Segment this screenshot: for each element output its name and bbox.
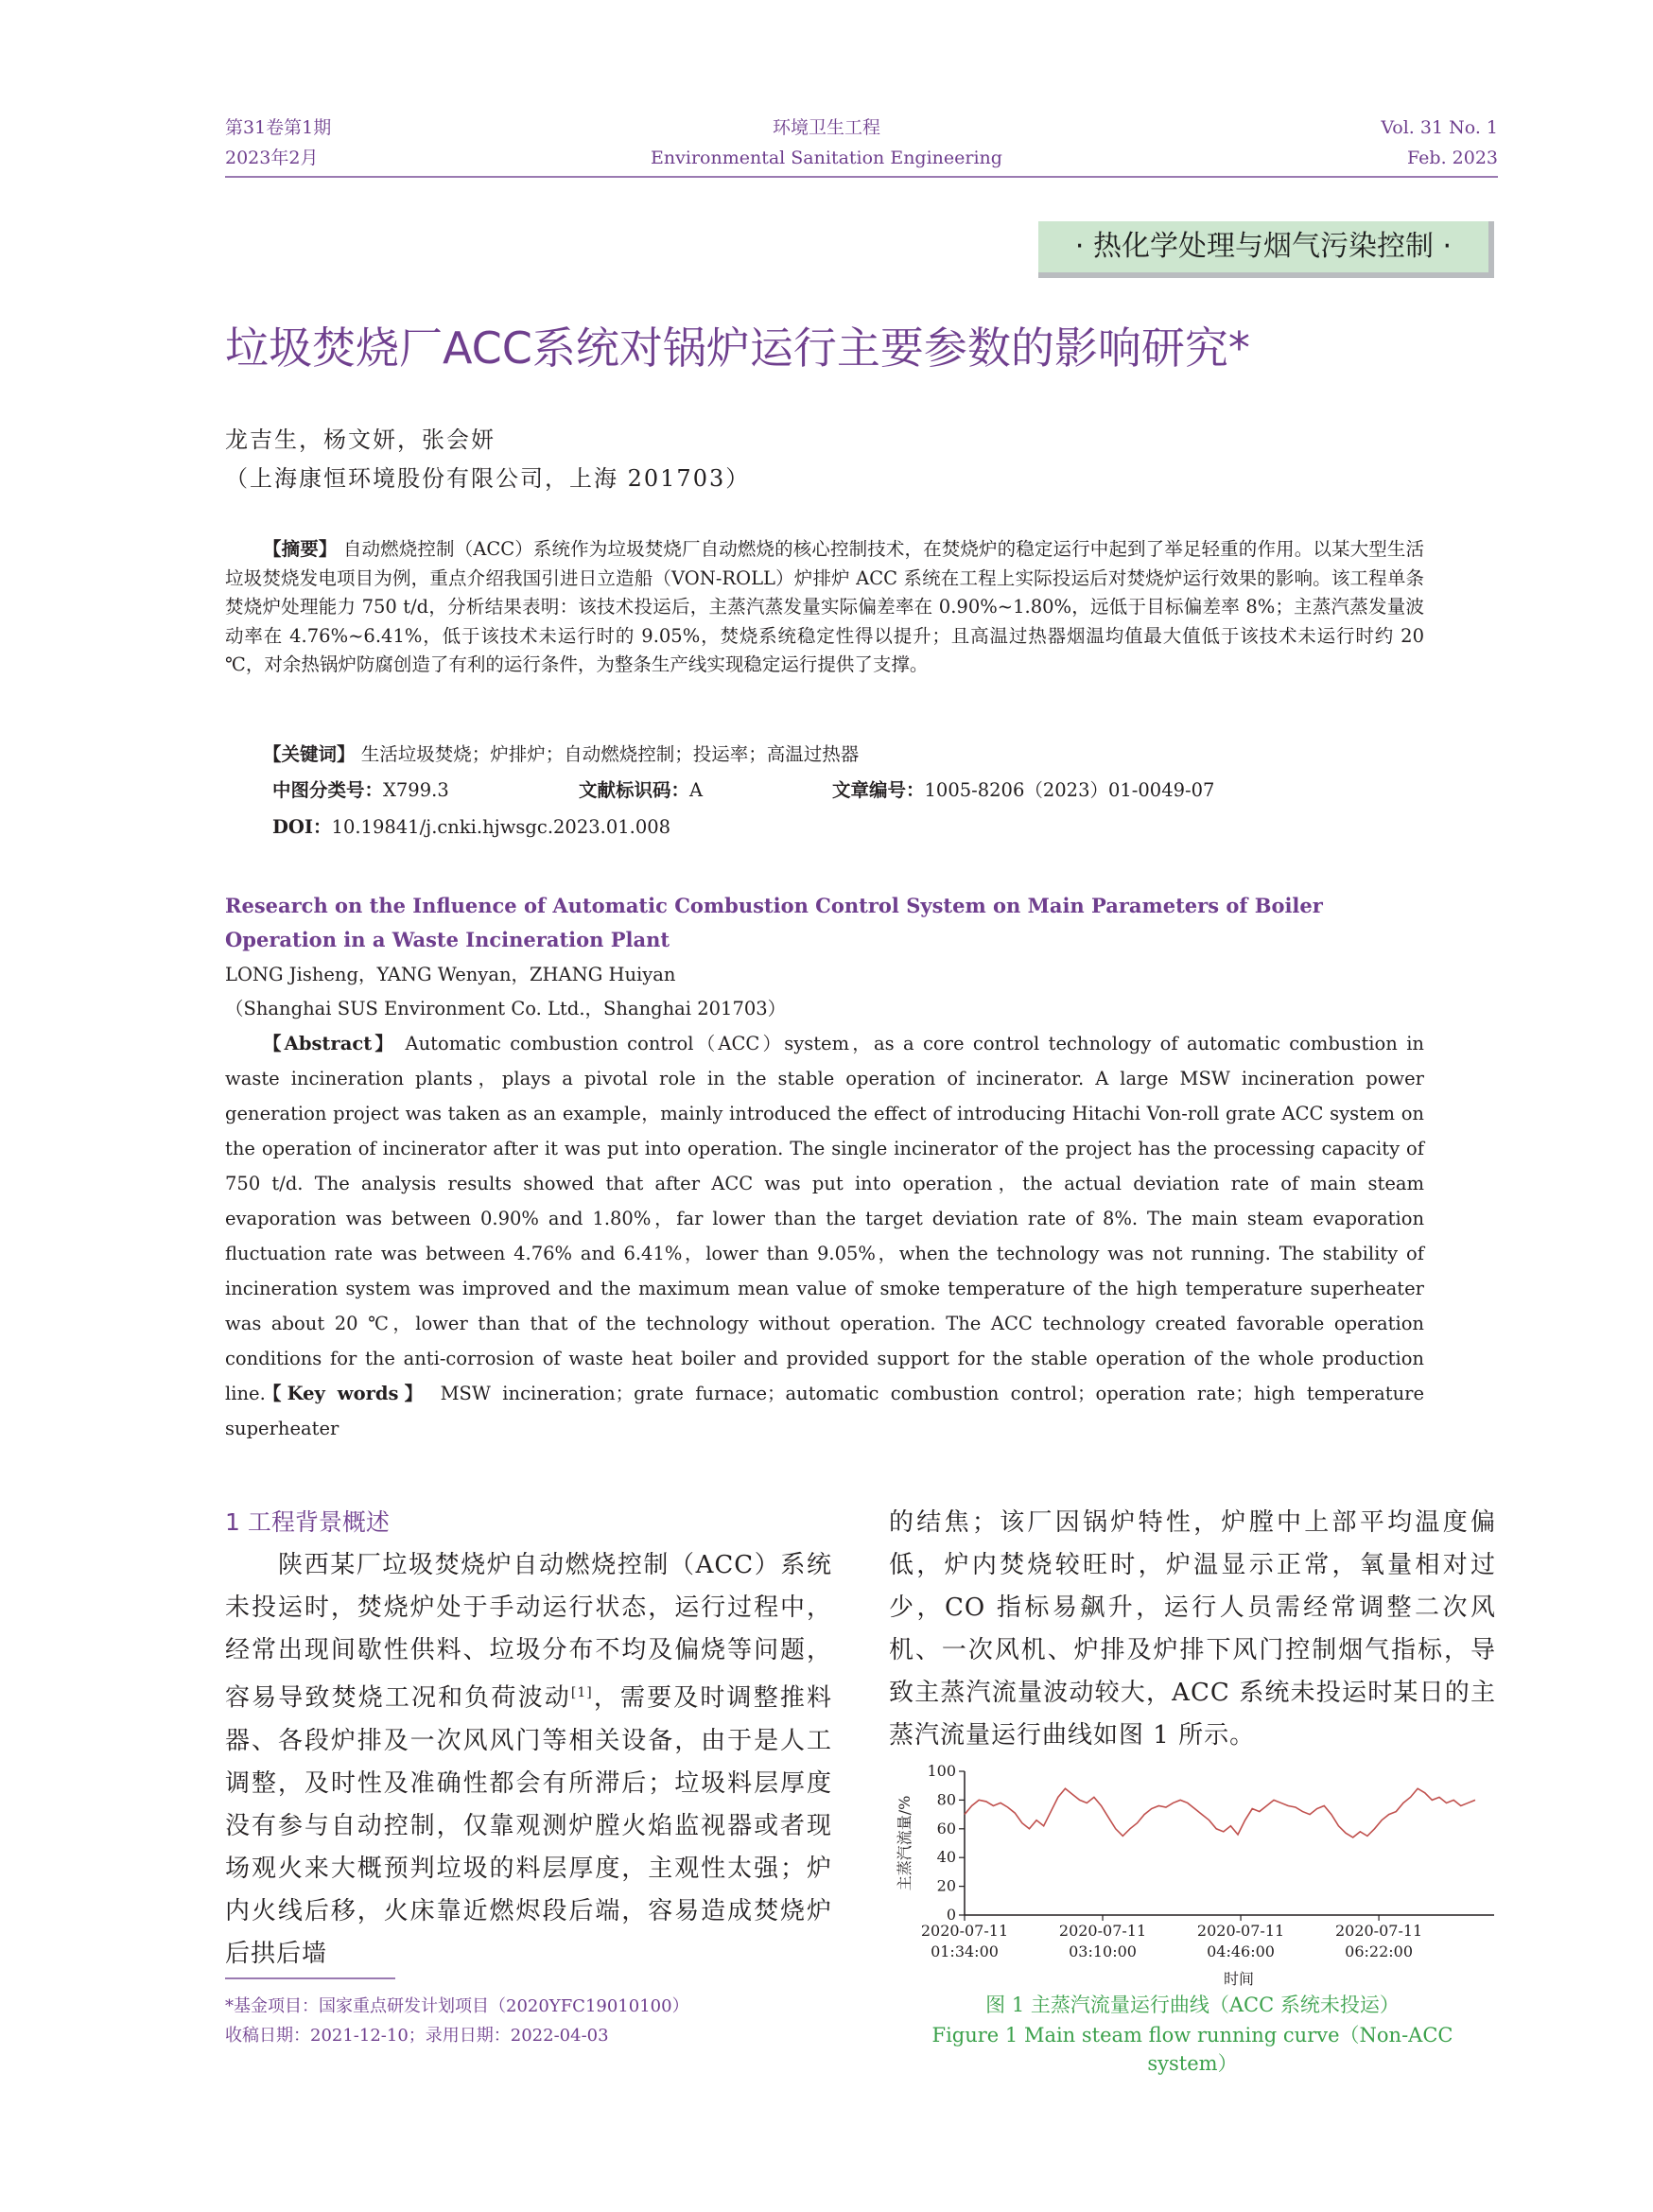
- y-tick-label: 80: [936, 1790, 956, 1809]
- x-tick-date: 2020-07-11: [920, 1922, 1009, 1940]
- abstract-cn-text: 自动燃烧控制（ACC）系统作为垃圾焚烧厂自动燃烧的核心控制技术，在焚烧炉的稳定运行中起到了举足轻重的作用。以某大型生活垃圾焚烧发电项目为例，重点介绍我国引进日立造船（VON-ROLL）炉排炉 ACC 系统在工程上实际投运后对焚烧炉运行效果的影响。该工程单条焚烧炉处理能力 750 t/d，分析结果表明：该技术投运后，主蒸汽蒸发量实际偏差率在 0.90%~1.80%，远低于目标偏差率 8%；主蒸汽蒸发量波动率在 4.76%~6.41%，低于该技术未运行时的 9.05%，焚烧系统稳定性得以提升；且高温过热器烟温均值最大值低于该技术未运行时约 20 ℃，对余热锅炉防腐创造了有利的运行条件，为整条生产线实现稳定运行提供了支撑。: [225, 538, 1424, 676]
- fund-note: *基金项目：国家重点研发计划项目（2020YFC19010100）: [225, 1996, 689, 2016]
- journal-volume-en: Vol. 31 No. 1: [1381, 117, 1498, 138]
- x-tick-date: 2020-07-11: [1334, 1922, 1423, 1940]
- keywords-en-label: 【Key words】: [263, 1383, 429, 1404]
- doi-value: 10.19841/j.cnki.hjwsgc.2023.01.008: [331, 816, 671, 838]
- abstract-en-text: Automatic combustion control（ACC）system，as a core control technology of automatic combustion in waste incineration plants，plays a pivotal role in the stable operation of incinerator. A large MSW incineration power generation project was taken as an example，mainly introduced the effect of introducing Hitachi Von-roll grate ACC system on the operation of incinerator after it was put into operation. The single incinerator of the project has the processing capacity of 750 t/d. The analysis results showed that after ACC was put into operation，the actual deviation rate of main steam evaporation was between 0.90% and 1.80%，far lower than the target deviation rate of 8%. The main steam evaporation fluctuation rate was between 4.76% and 6.41%，lower than 9.05%，when the technology was not running. The stability of incineration system was improved and the maximum mean value of smoke temperature of the high temperature superheater was about 20 ℃，lower than that of the technology without operation. The ACC technology created favorable operation conditions for the anti-corrosion of waste heat boiler and provided support for the stable operation of the whole production line.: [225, 1033, 1424, 1404]
- doi-label: DOI：: [272, 816, 332, 838]
- x-tick-date: 2020-07-11: [1196, 1922, 1285, 1940]
- keywords-cn: [263, 740, 1424, 770]
- y-tick-label: 60: [936, 1819, 956, 1838]
- figure-caption-en: Figure 1 Main steam flow running curve（Non-ACC system）: [931, 2024, 1453, 2075]
- keywords-en: [225, 1376, 1424, 1446]
- clc-value: X799.3: [383, 779, 449, 801]
- english-title: Research on the Influence of Automatic Combustion Control System on Main Parameters of Boiler Operation in a Waste Incineration Plant: [225, 894, 1323, 951]
- keywords-cn-text: 生活垃圾焚烧；炉排炉；自动燃烧控制；投运率；高温过热器: [360, 743, 860, 765]
- x-tick-time: 01:34:00: [931, 1942, 999, 1960]
- y-axis-label: 主蒸汽流量/%: [896, 1795, 914, 1891]
- section-body-right: 的结焦；该厂因锅炉特性，炉膛中上部平均温度偏低，炉内焚烧较旺时，炉温显示正常，氧量相对过少，CO 指标易飙升，运行人员需经常调整二次风机、一次风机、炉排及炉排下风门控制烟气指标，导致主蒸汽流量波动较大，ACC 系统未投运时某日的主蒸汽流量运行曲线如图 1 所示。: [889, 1508, 1496, 1750]
- footnote-divider: [225, 1977, 395, 1979]
- section-body-left: [225, 1544, 832, 1976]
- keywords-cn-label: 【关键词】: [263, 743, 356, 765]
- section-heading: 1 工程背景概述: [225, 1508, 390, 1536]
- x-tick-date: 2020-07-11: [1058, 1922, 1147, 1940]
- body-text-part1: 陕西某厂垃圾焚烧炉自动燃烧控制（ACC）系统未投运时，焚烧炉处于手动运行状态，运行过程中，经常出现间歇性供料、垃圾分布不均及偏烧等问题，容易导致焚烧工况和负荷波动: [225, 1551, 832, 1713]
- y-tick-label: 100: [927, 1762, 956, 1780]
- x-tick-time: 04:46:00: [1207, 1942, 1275, 1960]
- english-authors: LONG Jisheng，YANG Wenyan，ZHANG Huiyan: [225, 964, 676, 985]
- journal-volume: 第31卷第1期: [225, 117, 332, 138]
- journal-date: 2023年2月: [225, 148, 319, 168]
- figure-caption-cn: 图 1 主蒸汽流量运行曲线（ACC 系统未投运）: [985, 1994, 1400, 2016]
- section-tag: · 热化学处理与烟气污染控制 ·: [1038, 221, 1494, 278]
- y-ticks: [927, 1762, 965, 1924]
- abstract-cn-label: 【摘要】: [263, 538, 338, 560]
- header-divider: [225, 176, 1498, 178]
- doc-code-label: 文献标识码：: [579, 779, 690, 801]
- paper-title: 垃圾焚烧厂ACC系统对锅炉运行主要参数的影响研究*: [225, 322, 1250, 374]
- citation-ref: [1]: [570, 1685, 593, 1700]
- y-tick-label: 20: [936, 1876, 956, 1895]
- journal-name-en: Environmental Sanitation Engineering: [651, 148, 1002, 168]
- affiliation: （上海康恒环境股份有限公司，上海 201703）: [225, 465, 751, 492]
- x-axis-label: 时间: [1223, 1970, 1255, 1988]
- english-affiliation: （Shanghai SUS Environment Co. Ltd.，Shanghai 201703）: [225, 998, 787, 1019]
- journal-name-cn: 环境卫生工程: [772, 117, 880, 138]
- x-ticks: [921, 1915, 1422, 1960]
- dates-note: 收稿日期：2021-12-10；录用日期：2022-04-03: [225, 2026, 609, 2046]
- series-line-steam-flow: [965, 1788, 1475, 1838]
- doc-code: [579, 776, 862, 806]
- doc-code-value: A: [689, 779, 704, 801]
- x-tick-time: 06:22:00: [1345, 1942, 1414, 1960]
- abstract-en-label: 【Abstract】: [263, 1033, 397, 1054]
- x-tick-time: 03:10:00: [1069, 1942, 1137, 1960]
- body-text-part2: ，需要及时调整推料器、各段炉排及一次风风门等相关设备，由于是人工调整，及时性及准确性都会有所滞后；垃圾料层厚度没有参与自动控制，仅靠观测炉膛火焰监视器或者现场观火来大概预判垃圾的料层厚度，主观性太强；炉内火线后移，火床靠近燃烬段后端，容易造成焚烧炉后拱后墙: [225, 1683, 832, 1968]
- article-number: [832, 776, 1418, 806]
- y-tick-label: 0: [946, 1906, 956, 1924]
- abstract-en: [225, 1026, 1424, 1411]
- doi: [272, 813, 1029, 843]
- abstract-cn: [225, 535, 1424, 680]
- article-no-label: 文章编号：: [832, 779, 925, 801]
- clc-number: [272, 776, 556, 806]
- journal-date-en: Feb. 2023: [1407, 148, 1498, 168]
- steam-flow-chart: [889, 1754, 1504, 1991]
- article-no-value: 1005-8206（2023）01-0049-07: [924, 779, 1215, 801]
- authors: 龙吉生，杨文妍，张会妍: [225, 427, 496, 453]
- clc-label: 中图分类号：: [272, 779, 384, 801]
- keywords-en-text: MSW incineration；grate furnace；automatic combustion control；operation rate；high temperature superheater: [225, 1383, 1424, 1439]
- y-tick-label: 40: [936, 1848, 956, 1867]
